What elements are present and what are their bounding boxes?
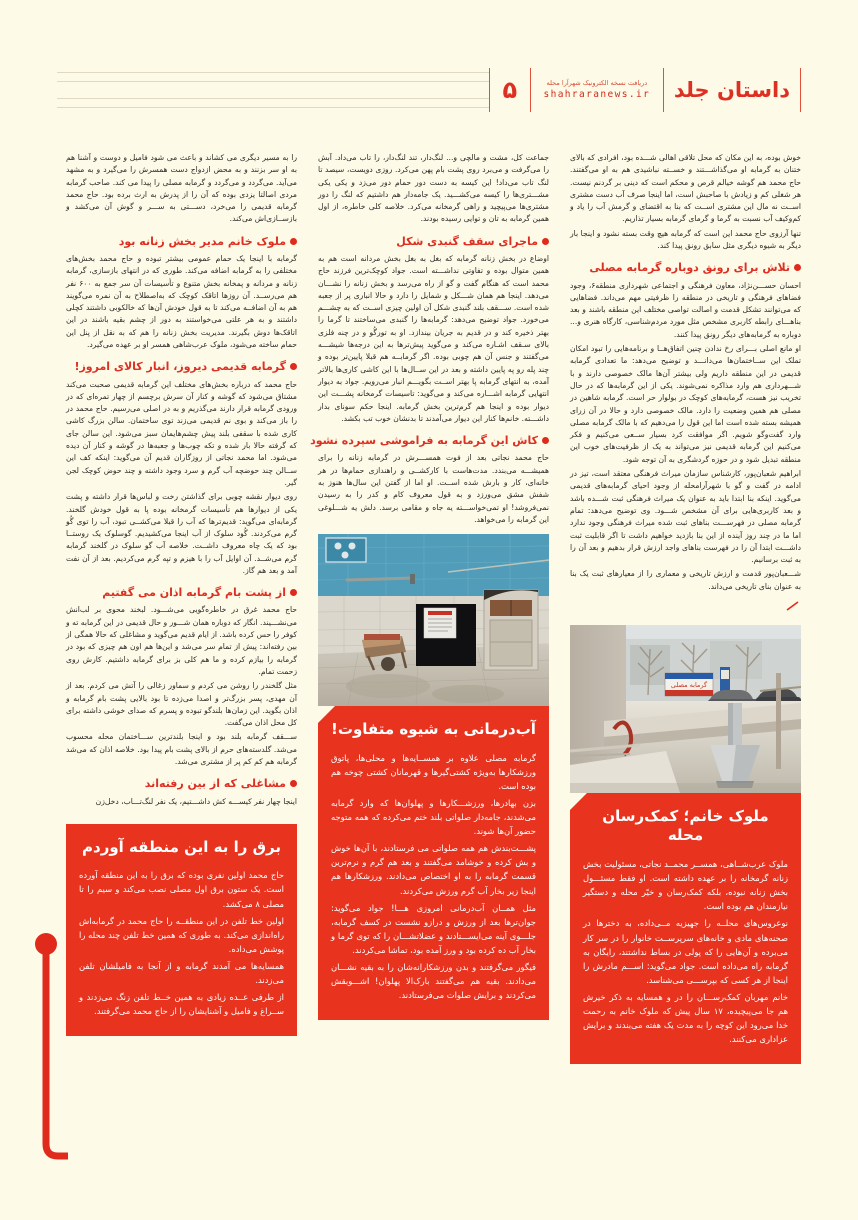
site-url[interactable]: shahraranews.ir [543,89,651,101]
bullet-icon [542,238,549,245]
site-info [530,68,663,112]
photo-rooftop [570,625,801,793]
callout-malouk [570,793,801,1064]
section-heading [310,434,549,448]
masthead [57,68,801,112]
paragraph: مثل گلخندر را روشن می کردم و سماور زغالی را آتش می کردم. بعد از آن مهدی، پسر بزرگ‌تر و اصدا می‌زده تا بود بالایی پشت بام گرمابه و اذان بگوید. این زمان‌ها بلندگو تبوده و پسرم که صدای خوشی داشته برای کل محل اذان می‌گفت. [66,681,297,728]
callout-paragraph: گرمابه مصلی علاوه بر همســایه‌ها و محلی‌ها، پاتوق ورزشکارها به‌ویژه کشتی‌گیرها و قهرمانان کشتی چوخه هم بوده است. [331,752,536,791]
article-columns [57,152,801,1180]
section-heading-label: مشاغلی که از بین رفته‌اند [144,777,286,791]
callout-title: برق را به این منطقه آوردم [82,837,281,856]
paragraph: تنها آرزوی حاج محمد این است که گرمابه هیچ وقت بسته نشود و اینجا بار دیگر به شیوه دیگری مثل سابق رونق پیدا کند. [570,228,801,251]
callout-title: آب‌درمانی به شیوه متفاوت! [331,720,536,739]
bullet-icon [290,363,297,370]
section-heading-label: ماجرای سقف گنبدی شکل [396,234,538,248]
paragraph: خوش بوده، به این مکان که محل تلاقی اهالی شـــده بود، افرادی که بالای ختنان به گرمابه او می‌گذاشـــتند و خســته نباشیدی هم به او می‌گفتند. حاج محمد هم گوشه خیالم قرص و محکم است که دینی بر گردنم نیست. هر شغلی کم و زیادش با صاحبش است، اما اینجا صرف آب دست مشتری اســت نه مال این مشتری اســت که بنا به اقتضای ‌و گرمش آب را یاد و کم‌وکیف آب نسبت به گرما و گرمای گرمابه بسیار تذاریم. [570,153,801,224]
paragraph: او مانع اصلی بـــرای رخ ندادن چنین اتفاق‌هــا و برنامه‌هایی را تبود امکان تملک این ســاختمان‌ها می‌دانـــد و توضیح می‌دهد: ما تعدادی گرمابه قدیمی در این منطقه داریم ولی بیشتر آن‌ها مالک خصوصی دارند و با شـــهرداری هم وارد مذاکره نمی‌شوند. یکی از این گرمابه‌ها که در حال تخریب نیز هست، گرمابه‌های کوچک در بولوار حر است. گرمابه شاهین در مصلی هم همین وضعیت را دارد. مالک خصوصی دارد و حالا در آن زرای همیشه بسته شده است اما این قول را می‌دهیم که با مالک گرمابه مصلی وارد گفت‌وگو شویم. اگر موافقت کرد بسیار ســعی می‌کنیم و فکر می‌کنیم این گرمابه قدیمی نیز می‌تواند به یک از ظرفیت‌های خوب این منطقه تبدیل شود و در حوزه گردشگری به آن توجه شود. [570,344,801,464]
callout-paragraph: حاج محمد اولین نفری بوده که برق را به این منطقه آورده است. یک ستون برق اول مصلی نصب می‌کند و سیم را تا مصلی ۸ می‌کشد. [79,870,284,909]
paragraph: گرمابه با اینجا یک حمام عمومی بیشتر تبوده و حاج محمد بخش‌های مختلفی را به گرمابه اضافه می‌کند. طوری که در انتهای بازسازی، گرمابه زنانه و مردانه و پمخانه بخش متنوع و تأسیسات آن سر جمع به ۶۰۰ نفر هم می‌رســد. آن روزها اتاقک کوچک که به‌اصطلاح به آن نمره می‌گویند هم به آن اضافــه می‌کند تا به قول خودش آن‌ها که خالکوبی داشتند کچلی داشتند و به هر علتی می‌خواستند به دور از چشم بقیه باشند در این اتاقک‌ها دوش بگیرند. مدیریت بخش زنانه را هم که به نقل از پنل این حمام ساخته می‌شود، ملوک عرب‌شاهی همسر او بر عهده می‌گیرد. [66,253,297,350]
svg-text:گرمابه مصلی: گرمابه مصلی [670,680,708,689]
bullet-icon [794,264,801,271]
paragraph: شـــعبان‌پور قدمت و ارزش تاریخی و معماری را از معیارهای ثبت یک بنا به عنوان بنای تاریخی می‌داند. [570,569,801,591]
paragraph: اینجا چهار نفر کیســـه کش داشـــتیم، یک نفر لنگ‌تـــاب، دخل‌زن [95,796,297,806]
end-mark-icon [785,601,801,611]
callout-paragraph: بزن بهادرها، ورزشـــکارها و پهلوان‌ها که وارد گرمابه می‌شدند، جامه‌دار صلواتی بلند ختم می‌کرده که همه متوجه حضور آن‌ها شوند. [331,797,536,837]
section-heading [66,360,297,373]
callout-paragraph: نوعروس‌های محلــه را جهیزیه مــی‌داده، به دخترها در صحنه‌های مادی و خانه‌های سرپرســت خانوار را در سر کار می‌برده و آن‌هایی را که پولی در بساط نداشتند، رایگان به گرمابه راه می‌داده است. جواد می‌گوید: اســـم مادرش را اینجا از هر کسی که بپرســـی می‌شناسد. [583,918,788,985]
callout-paragraph: فیگور می‌گرفتند و بدن ورزشکارانه‌شان را به بقیه نشـــان می‌دادند. بقیه هم می‌گفتند بارک‌الا پهلوان! اشـــوبقش می‌کردند و برایش صلوات می‌فرستادند. [331,962,536,1001]
masthead-group [489,68,801,112]
photo-bathhouse-interior [318,534,549,706]
callout-hydrotherapy [318,706,549,1020]
section-heading [570,261,801,274]
bullet-icon [290,589,297,596]
callout-paragraph: ملوک عرب‌شــاهی، همســر محمــد نجاتی، مسئولیت بخش زنانه گرمخانه را بر عهده داشته است. او فقط مسئـــول بخش زنانه نبوده، بلکه کمک‌رسان و خیّر محله و دستگیر نیازمندان هم بوده است. [583,858,788,912]
callout-electricity [66,824,297,1037]
section-heading-label: گرمابه قدیمی دیروز، انبار کالای امروز! [74,360,286,374]
paragraph: حاج محمد که درباره بخش‌های مختلف این گرمابه قدیمی صحبت می‌کند مشتاق می‌شود که گوشه و کنار آن سرش برچسم از چهار تمره‌ای که در ورودی گرمابه قرار دارند می‌گذریم و به در اصلی می‌رسیم. حاج محمد در را باز می‌کند و بوی نم قدیمی می‌زند توی ساختمان. سالن بزرگ کاشی کاری شده با سقفی بلند پیش چشم‌هایمان سبز می‌شود. این سالن جای که گرفته حالا بار شده و تکه چوب‌ها و جعبه‌ها در گوشه و کنار آن دیده می‌شود. اما محمد نجاتی از روزگاران قدیم آن می‌گوید: اینکه کف این ســالن چند حوضچه آب گرم و سرد وجود داشته و چند حوض کوچک لجن گیر. [66,379,297,487]
paragraph: حاج محمد غرق در خاطره‌گویی می‌شـــود. لبخند محوی بر لب‌انش می‌نشـــیند. انگار که دوباره همان شـــور و حال قدیمی در این گرمابه ته و کوفر را حس کرده باشد. از ایام قدیم می‌گوید و مشاغلی که حالا همگی از بین رفته‌اند: پیش از تمام سر می‌شد و این‌ها هم اون هم چیزی که بود در گرمابه را بیازم کرده و ما هم کلی بز برای گرمابه داشتیم. کارش روی زحمت تمام. [66,605,297,676]
callout-paragraph: اولین خط تلفن در این منطقــه را حاج محمد در گرمابه‌اش راه‌اندازی می‌کند. به طوری که همین خط تلفن چند محله را پوشش می‌داده. [79,915,284,954]
photo-rooftop-graphic [570,625,801,793]
bullet-icon [542,437,549,444]
section-title: داستان جلد [663,68,801,112]
section-heading-label: کاش این گرمابه به فراموشی سپرده نشود [310,434,538,448]
column-right [66,152,297,1180]
callout-paragraph: پشـــت‌بندش هم همه صلواتی می فرستادند، با آن‌ها خوش و بش کرده و خوشامد می‌گفتند و بعد هم گرم و نرم‌ترین قسمت گرمابه را به او اختصاص می‌دادند. ورزشکارها هم اینجا زیر بخار آب گرم ورزش می‌کردند. [331,843,536,896]
paragraph: جماعت کل، مشت و مالچی و... لنگ‌دار، تند لنگ‌دار، را تاب می‌داد. آبش را می‌گرفت و می‌برد روی پشت بام پهن می‌کرد. روزی دویست، سیصد تا لنگ تاب می‌داد! این کیسه به دست دور حمام دور می‌زد و یکی یکی مشـــتری‌ها را کیسه می‌کشـــید. یک جامه‌دار هم داشتیم که لنگ را دور مشتری‌ها می‌پیچید و راهی گرمخانه می‌کرد. خلاصه کلی خاطره، از اول همین گرمابه به تان و توایی رسیده بودند. [318,153,549,224]
section-heading [66,235,297,248]
paragraph: ســـقف گرمابه بلند بود و اینجا بلندترین ســـاختمان محله محسوب می‌شد. گلدسته‌های حرم از بالای پشت بام پیدا بود. خلاصه اذان که می‌شد گرمابه هم کم کم پر از مشتری می‌شد. [66,732,297,767]
callout-paragraph: خانم مهربان کمک‌رســـان را در و همسایه به ذکر خیرش هم جا می‌پیچیده، ۱۷ سال پیش که ملوک خانم به رحمت خدا می‌رود این کوچه را به مدت یک هفته می‌بندند و برایش عزاداری می‌کنند. [583,991,789,1045]
paragraph: ابراهیم شعبان‌پور، کارشناس سازمان میراث فرهنگی معتقد است، تیز در ادامه در گفت و گو با شهرآرامحله از وجود احیای گرمابه‌های قدیمی می‌گوید. اینکه بنا ابتدا باید به عنوان یک میراث فرهنگی ثبت شـــده باشد و بعد کاربری‌هایی برای آن مشخص شـــود. وی توضیح می‌دهد: تمام گرمابه مصلی در فهرســـت بناهای ثبت شده میراث فرهنگی وجود ندارد اما ما در چند روز آینده از این بنا بازدید خواهیم داشت تا اگر قابلیت ثبت داشـــت ابتدا آن را در فهرست بناهای واجد ارزش قرار بدهیم و بعد آن را به ثبت برسانیم. [570,469,801,565]
paragraph: روی دیوار نقشه چوبی برای گذاشتن رخت و لباس‌ها قرار داشته و پشت یکی از دیوارها هم تأسیسات گرمخانه بوده پا به قول خودش گلخند. گرمابه‌ای می‌گوید: قدیم‌ترها که آب را قبلا می‌کشــی تبود، آب را توی گُو گرم می‌کردند. گُود سلوک از آب اینجا می‌کشیدیم. گوسلوک یک روستــا بود که یک چاه معروف داشــت. خلاصه آب گو سلوک در گلخند گرمابه گرم می‌شــد. آن اوایل آب را با هیزم و تپه گرم می‌کردیم. بعد از آن نفت آمد و بعد هم گاز. [66,492,297,575]
callout-paragraph: مثل همــان آب‌درمانی امروزی هـــا! جواد می‌گوید: جوان‌ترها بعد از ورزش و درازو نشست در کسف گرمابه، جلـــوی آینه می‌ایســـتادند و عضلاتشـــان را که توی گرما و بخار آب ده کرده بود و ورز آمده بود، تماشا می‌کردند. [331,902,536,956]
page-number: ۵ [489,68,530,112]
section-heading [66,777,297,790]
column-middle [310,152,549,1180]
column-left [570,152,801,1180]
callout-paragraph: از طرفی عــده زیادی به همین خــط تلفن زنگ می‌زدند و ســراغ و فامیل و آشنایشان را از حاج محمد می‌گرفتند. [79,992,284,1017]
section-heading-label: ملوک خانم مدیر بخش زنانه بود [118,234,286,248]
bullet-icon [290,238,297,245]
paragraph: اوضاع در بخش زنانه گرمابه که بغل به بغل بخش مردانه است هم به همین متوال بوده و تفاوتی نداشـــته است. جواد کوچک‌ترین فرزند حاج محمد است که هنگام گفت و گو از راه می‌رسد و بخش زنانه را نشـــان می‌دهد. اینجا هم همان شـــکل و شمایل را دارد و حالا انباری پر از جعبه شده است. ســـقف بلند گنبدی شکل آن اولین چیزی اســت که به چشـــم می‌خورد. جواد توضیح می‌دهد: گرمابه‌ها را گنبدی می‌ساختند تا گرما را بهتر ذخیره کند و در قدیم به جریان بیندازد. او به تورگُو و در چنه فلزی بالای سـقف اشـاره می‌کند و می‌گوید پیش‌ترها به این درجه‌ها شیشـــه می‌گفتند و جنس آن هم چوبی بوده. اگر گرمابــه هم قبلا پایین‌تر بوده و چند پله رو په پایین داشته و بعد در این ســال‌ها با این کاشی کاری‌ها بالاتر آمده، به انتهای گرمابه پا بهتر اســت بگویـــم انبار می‌رویم. جواد به دیوار انتهایی گرمابه اشـــاره می‌کند و می‌گوید: تاسیسات گرمخانه پشـــت این دیوار بوده و اینجا هم گرم‌ترین بخش گرمابه. اینجا حکم سونای بدار داشـــته. خانم‌ها کنار این دیوار می‌آمدند تا بدنشان خوب تب بکشد. [318,253,549,423]
paragraph: حاج محمد نجاتی بعد از فوت همســـرش در گرمابه زنانه را برای همیشـــه می‌بندد. مدت‌هاست با کارکشــی و راهندازی حمام‌ها در هر خانه‌ای، کار و بارش شده اســت. او اما از گفتن این سال‌ها هنوز به شفش مشق می‌ورزد و به قول معروف کام و کدر را به رسیدن نمی‌فروشد! او تمی‌خواســـته یه جاه و مقامی برسد. دلش یه شـــلوغی این گرمابه را می‌خواهد. [318,453,549,524]
section-heading-label: از پشت بام گرمابه اذان می گفتیم [102,586,286,600]
section-heading [318,235,549,248]
callout-title: ملوک خانم؛ کمک‌رسان محله [602,806,769,845]
bullet-icon [290,780,297,787]
site-tagline: دریافت نسخه الکترونیک شهرآرا محله [546,78,648,87]
section-heading-label: تلاش برای رونق دوباره گرمابه مصلی [589,261,790,275]
paragraph: احسان حســـن‌نژاد، معاون فرهنگی و اجتماعی شهرداری منطقه۶، وجود فضاهای فرهنگی و تاریخی در منطقه را ظرفیتی مهم می‌داند. فضاهایی که می‌توانند تشکل قدمت و اصالت تواصی مختلف این منطقه باشند و بعد بناهـــای رابطه کاربری مشخص مثل مورد مردم‌شناسی، کارگاه هنری و... دوباره به گرمابه‌های دیگر رونق پیدا کنند. [570,280,802,339]
callout-paragraph: همسایه‌ها می آمدند گرمابه و از آنجا به فامیلشان تلفن می‌زدند. [79,960,284,986]
photo-bathhouse-graphic [318,534,549,706]
decorative-dot [35,933,57,955]
section-heading [66,586,297,599]
paragraph: را به مسیر دیگری می کشاند و باعث می شود فامیل و دوست و آشنا هم به او سر بزنند و به محض ازدواج دست همسرش را می‌گیرد و به مشهد می‌آید. می‌گردد و می‌گردد و گرمابه مصلی را پیدا می کند. صاحب گرمابه مردی اصالتا یزدی بوده که آن را از پدرش به ارث برده بود. حاج محمد گرمابه قدیمی را می‌خرد، دســـتی به ســـر و گوش آن می‌کشد و بازســازی‌اش می‌کند. [66,153,297,224]
